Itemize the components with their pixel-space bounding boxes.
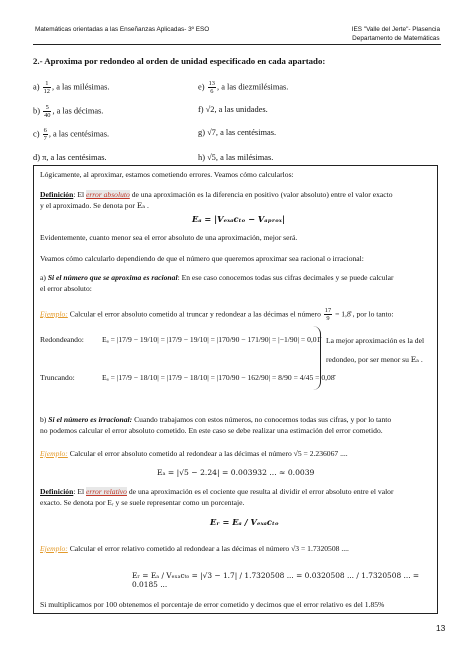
example-3: Ejemplo: Calcular el error relativo cometido al redondear a las décimas el número √3 = 1.7320508 .... [40, 544, 349, 553]
veamos-text: Veamos cómo calcularlo dependiendo de que el número que queremos aproximar sea racional o irracional: [40, 254, 364, 263]
theory-box [33, 165, 438, 614]
better-approx-line2: redondeo, por ser menor su Eₐ . [326, 355, 423, 364]
formula-absolute-error: Eₐ = |Vₑₓₐcₜₒ − Vₐₚᵣₒₓ| [192, 214, 285, 224]
formula-example-2: Eₐ = |√5 − 2.24| = 0.003932 ... ≈ 0.0039 [157, 468, 315, 477]
school-name: IES "Valle del Jerte"- Plasencia [351, 26, 440, 33]
example-1: Ejemplo: Calcular el error absoluto cometido al truncar y redondear a las décimas el número $\frac{17}{9}$ = 1,8̂ , por lo tanto: [40, 307, 394, 322]
redondeando-label: Redondeando: [40, 335, 84, 344]
better-approx-line1: La mejor aproximación es la del [326, 336, 425, 345]
exercise-title: 2.- Aproxima por redondeo al orden de unidad especificado en cada apartado: [33, 56, 326, 66]
item-a: a) $\frac{1}{12}$ , a las milésimas. [33, 80, 110, 95]
definition-relative-error: Definición: El error relativo de una aproximación es el cociente que resulta al dividir el error absoluto entre el valor exacto. Se denota por Eᵣ y se suele representar como un porcentaje. [40, 487, 394, 507]
formula-example-3: Eᵣ = Eₐ / Vₑₓₐcₜₒ = |√3 − 1.7| / 1.7320508 ... = 0.0320508 ... / 1.7320508 ... = 0.0185 ... [132, 571, 420, 589]
page-number: 13 [436, 623, 446, 633]
header-divider [33, 44, 441, 45]
header-right [352, 25, 440, 43]
item-e: e) $\frac{13}{6}$ , a las diezmilésimas. [198, 80, 289, 95]
evident-text: Evidentemente, cuanto menor sea el error absoluto de una aproximación, mejor será. [40, 233, 298, 242]
final-text: Si multiplicamos por 100 obtenemos el porcentaje de error cometido y decimos que el error relativo es del 1.85% [40, 600, 385, 609]
item-b: b) $\frac{5}{40}$ , a las décimas. [33, 104, 104, 119]
item-h: h) √5, a las milésimas. [198, 153, 274, 162]
redondeando-expression: Eₐ = |17/9 − 19/10| = |17/9 − 19/10| = |170/90 − 171/90| = |−1/90| = 0,01̂ [102, 335, 321, 344]
intro-text: Lógicamente, al aproximar, estamos cometiendo errores. Veamos cómo calcularlos: [40, 170, 294, 179]
department-name: Departamento de Matemáticas [352, 35, 440, 42]
brace-icon [312, 326, 321, 390]
item-g: g) √7, a las centésimas. [198, 128, 277, 137]
case-irrational: b) Si el número es irracional: Cuando trabajamos con estos números, no conocemos todas sus cifras, y por lo tanto no podemos calcular el error absoluto cometido. En este caso se debe realizar una estimación del error cometido. [40, 415, 392, 435]
truncando-expression: Eₐ = |17/9 − 18/10| = |17/9 − 18/10| = |170/90 − 162/90| = 8/90 = 4/45 = 0,08̂ [102, 373, 335, 382]
item-f: f) √2, a las unidades. [198, 105, 268, 114]
item-c: c) $\frac{6}{7}$ , a las centésimas. [33, 127, 110, 142]
formula-relative-error: Eᵣ = Eₐ / Vₑₓₐcₜₒ [210, 517, 279, 527]
definition-absolute-error: Definición: El error absoluto de una aproximación es la diferencia en positivo (valor absoluto) entre el valor exacto y el aproximado. Se denota por Eₐ . [40, 190, 393, 210]
truncando-label: Truncando: [40, 373, 75, 382]
case-rational: a) Si el número que se aproxima es racional: En ese caso conocemos todas sus cifras decimales y se puede calcular el error absoluto: [40, 273, 394, 293]
header-left: Matemáticas orientadas a las Enseñanzas Aplicadas- 3º ESO [35, 26, 210, 33]
example-2: Ejemplo: Calcular el error absoluto cometido al redondear a las décimas el número √5 = 2.236067 .... [40, 449, 348, 458]
item-d: d) π, a las centésimas. [33, 153, 107, 162]
